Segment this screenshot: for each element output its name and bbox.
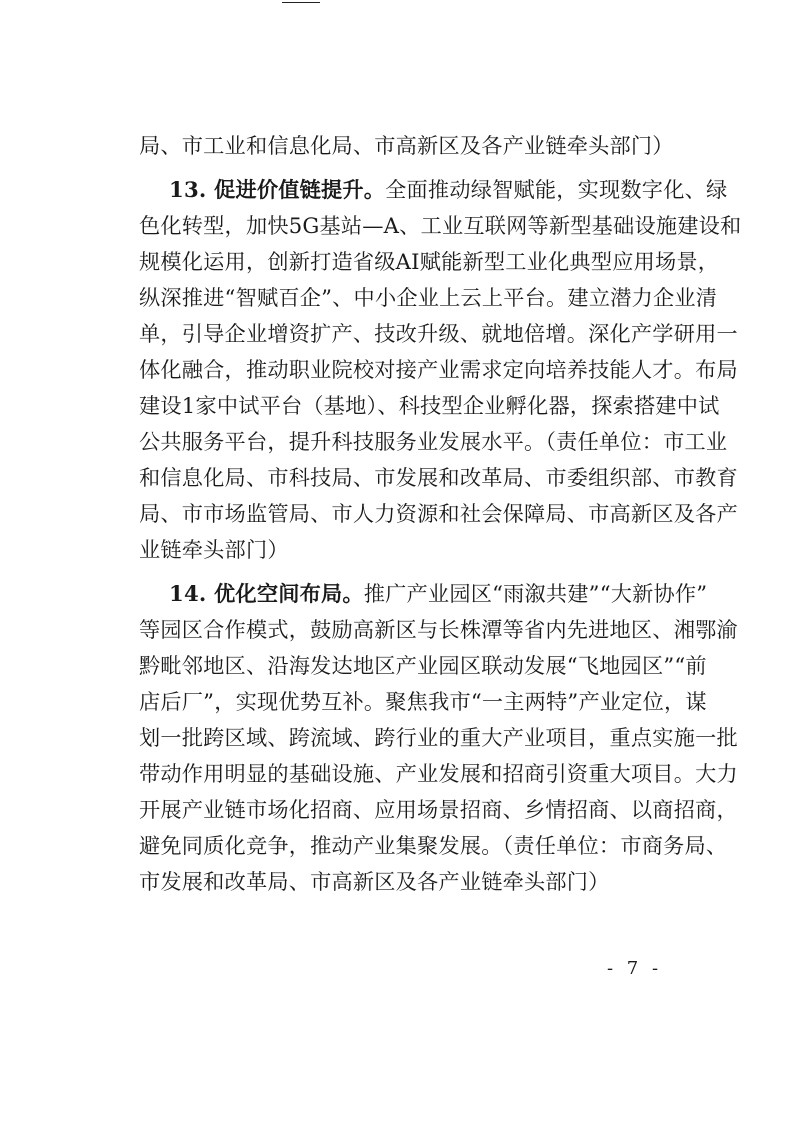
item13-line-9: 局、市市场监管局、市人力资源和社会保障局、市高新区及各产	[139, 501, 738, 526]
item13-line-0	[139, 172, 728, 208]
item13-line-3: 纵深推进“智赋百企”、中小企业上云上平台。建立潜力企业清	[139, 285, 718, 310]
item13-line-8: 和信息化局、市科技局、市发展和改革局、市委组织部、市教育	[139, 465, 738, 490]
item13-line-2: 规模化运用，创新打造省级AI赋能新型工业化典型应用场景，	[139, 249, 720, 274]
page-number: - 7 -	[607, 958, 663, 979]
item14-line-6: 开展产业链市场化招商、应用场景招商、乡情招商、以商招商，	[139, 797, 738, 822]
item14-line-3: 店后厂”，实现优势互补。聚焦我市“一主两特”产业定位，谋	[139, 689, 707, 714]
item14-line-2: 黔毗邻地区、沿海发达地区产业园区联动发展“飞地园区”“前	[139, 653, 707, 678]
item13-line-6: 建设1家中试平台（基地）、科技型企业孵化器，探索搭建中试	[139, 393, 720, 418]
item13-line-4: 单，引导企业增资扩产、技改升级、就地倍增。深化产学研用一	[139, 321, 738, 346]
item14-line-0	[139, 576, 708, 612]
item13-line-10: 业链牵头部门）	[139, 537, 289, 562]
item13-text-0: 全面推动绿智赋能，实现数字化、绿	[385, 177, 728, 202]
item14-heading-text: 优化空间布局。	[214, 581, 364, 606]
item13-number: 13.	[169, 177, 207, 202]
item13-line-7: 公共服务平台，提升科技服务业发展水平。（责任单位：市工业	[139, 429, 728, 454]
first-line: 局、市工业和信息化局、市高新区及各产业链牵头部门）	[139, 133, 674, 158]
item13-line-1: 色化转型，加快5G基站—A、工业互联网等新型基础设施建设和	[139, 213, 742, 238]
item14-line-4: 划一批跨区域、跨流域、跨行业的重大产业项目，重点实施一批	[139, 725, 738, 750]
item14-text-0: 推广产业园区“雨溆共建”“大新协作”	[363, 581, 708, 606]
item14-line-5: 带动作用明显的基础设施、产业发展和招商引资重大项目。大力	[139, 761, 738, 786]
item14-line-7: 避免同质化竞争，推动产业集聚发展。（责任单位：市商务局、	[139, 833, 728, 858]
item13-heading	[169, 177, 385, 202]
item13-heading-text: 促进价值链提升。	[214, 177, 386, 202]
item14-line-8: 市发展和改革局、市高新区及各产业链牵头部门）	[139, 869, 610, 894]
top-rule	[282, 2, 320, 3]
item14-number: 14.	[169, 581, 207, 606]
item14-heading	[169, 581, 364, 606]
item13-line-5: 体化融合，推动职业院校对接产业需求定向培养技能人才。布局	[139, 357, 738, 382]
item14-line-1: 等园区合作模式，鼓励高新区与长株潭等省内先进地区、湘鄂渝	[139, 617, 738, 642]
